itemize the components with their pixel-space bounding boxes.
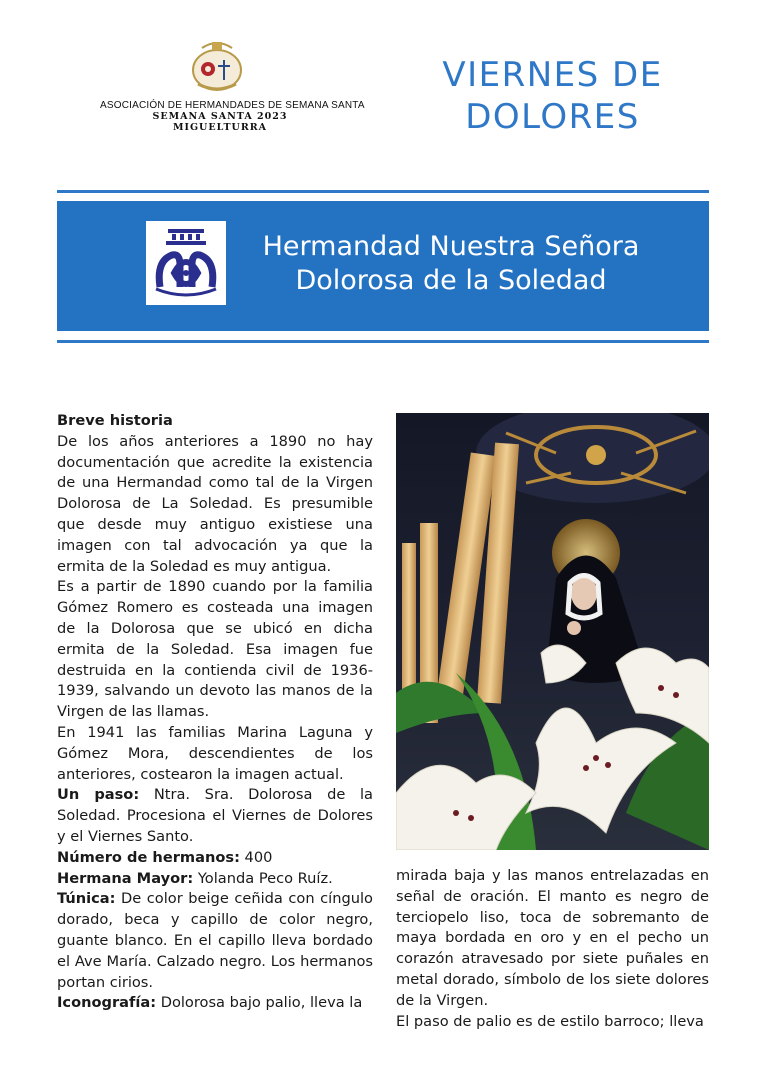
historia-paragraph-2: Es a partir de 1890 cuando por la familia Gómez Romero es costeada una imagen de la Dolorosa que se ubicó en dicha ermita de la Soledad. Esa imagen fue destruida en la contienda civil de 1936-1939, salvando un devoto las manos de la Virgen de las llamas.: [57, 578, 373, 721]
page-title-line2: DOLORES: [465, 97, 640, 137]
paso-text: Ntra. Sra. Dolorosa de la Soledad. Procesiona el Viernes de Dolores y el Viernes Santo.: [57, 786, 373, 845]
bottom-rule: [57, 340, 709, 343]
association-name: ASOCIACIÓN DE HERMANDADES DE SEMANA SANTA: [100, 100, 365, 111]
tunica-label: Túnica:: [57, 890, 116, 908]
hermanos-value: 400: [239, 848, 273, 866]
right-paragraph-1: mirada baja y las manos entrelazadas en señal de oración. El manto es negro de terciopelo liso, toca de sobremanto de maya bordada en oro y en el pecho un corazón atravesado por siete puñales en metal dorado, símbolo de los siete dolores de la Virgen.: [396, 867, 709, 1009]
iconografia-label: Iconografía:: [57, 994, 157, 1012]
mayor-label: Hermana Mayor:: [57, 869, 194, 887]
hermandad-name-line1: Hermandad Nuestra Señora: [262, 231, 640, 262]
hermandad-name-line2: Dolorosa de la Soledad: [295, 265, 607, 296]
top-rule: [57, 190, 709, 193]
dolorosa-photo: [396, 413, 709, 850]
mayor-paragraph: [57, 869, 373, 890]
historia-heading: Breve historia: [57, 412, 173, 429]
paso-label: Un paso:: [57, 786, 140, 804]
tunica-paragraph: [57, 889, 373, 993]
historia-paragraph-1: De los años anteriores a 1890 no hay documentación que acredite la existencia de una Hermandad como tal de la Virgen Dolorosa de La Soledad. Es presumible que desde muy antiguo existiese una imagen con tal advocación ya que la ermita de la Soledad es muy antigua.: [57, 432, 373, 575]
right-column: [396, 866, 709, 1032]
hermanos-label: Número de hermanos:: [57, 848, 240, 866]
page-title-line1: VIERNES DE: [442, 55, 663, 95]
event-name: SEMANA SANTA 2023: [152, 111, 288, 122]
town-name: MIGUELTURRA: [172, 122, 268, 133]
paso-paragraph: [57, 785, 373, 847]
association-block: [100, 100, 365, 133]
right-paragraph-2: El paso de palio es de estilo barroco; lleva: [396, 1012, 704, 1030]
iconografia-text: Dolorosa bajo palio, lleva la: [156, 994, 363, 1012]
iconografia-paragraph: [57, 993, 373, 1014]
tunica-text: De color beige ceñida con cíngulo dorado, beca y capillo de color negro, guante blanco. En el capillo lleva bordado el Ave María. Calzado negro. Los hermanos portan cirios.: [57, 890, 373, 991]
left-column: [57, 411, 373, 1014]
association-logo-icon: [190, 38, 244, 96]
historia-paragraph-3: En 1941 las familias Marina Laguna y Gómez Mora, descendientes de los anteriores, costearon la imagen actual.: [57, 723, 373, 783]
hermanos-paragraph: [57, 848, 373, 869]
hermandad-emblem-icon: [146, 221, 226, 305]
page-title: [400, 54, 705, 138]
mayor-value: Yolanda Peco Ruíz.: [193, 869, 333, 887]
hermandad-name: [236, 230, 666, 298]
